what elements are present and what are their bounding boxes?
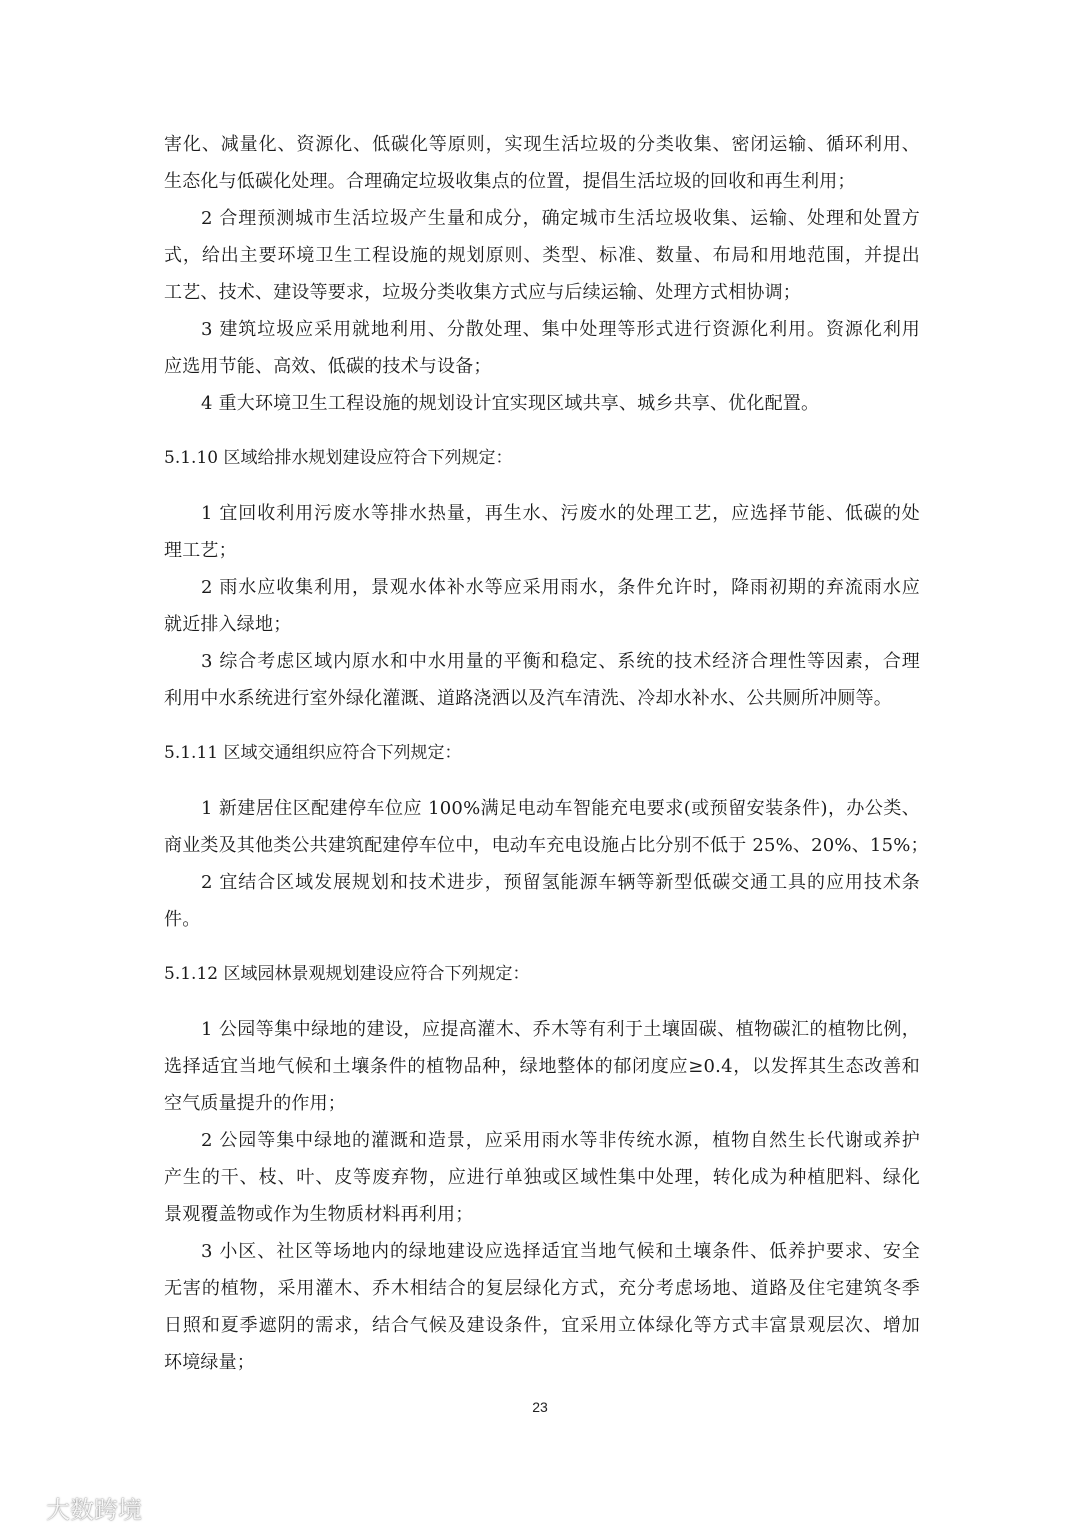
weibo-logo-icon: [10, 1495, 40, 1521]
text-line: 4 重大环境卫生工程设施的规划设计宜实现区域共享、城乡共享、优化配置。: [201, 393, 820, 414]
page-body: [164, 126, 929, 1381]
clause-heading: 5.1.12 区域园林景观规划建设应符合下列规定：: [164, 964, 530, 984]
list-item: [164, 790, 929, 864]
text-line: 1 宜回收利用污废水等排水热量，再生水、污废水的处理工艺，应选择节能、低碳的处: [201, 503, 920, 524]
text-line: 景观覆盖物或作为生物质材料再利用；: [164, 1204, 474, 1225]
list-item: [164, 311, 920, 385]
text-line: 工艺、技术、建设等要求，垃圾分类收集方式应与后续运输、处理方式相协调；: [164, 282, 801, 303]
list-item: [164, 1122, 920, 1233]
text-line: 生态化与低碳化处理。合理确定垃圾收集点的位置，提倡生活垃圾的回收和再生利用；: [164, 171, 856, 192]
list-item: [164, 495, 920, 569]
text-line: 2 宜结合区域发展规划和技术进步，预留氢能源车辆等新型低碳交通工具的应用技术条: [201, 872, 920, 893]
text-line: 式，给出主要环境卫生工程设施的规划原则、类型、标准、数量、布局和用地范围，并提出: [164, 245, 920, 266]
text-line: 件。: [164, 909, 201, 930]
text-line: 选择适宜当地气候和土壤条件的植物品种，绿地整体的郁闭度应≥0.4，以发挥其生态改善和: [164, 1056, 920, 1077]
text-line: 2 合理预测城市生活垃圾产生量和成分，确定城市生活垃圾收集、运输、处理和处置方: [201, 208, 920, 229]
list-item: [164, 385, 920, 422]
list-item: [164, 864, 920, 938]
text-line: 商业类及其他类公共建筑配建停车位中，电动车充电设施占比分别不低于 25%、20%、15%；: [164, 835, 929, 856]
text-line: 3 综合考虑区域内原水和中水用量的平衡和稳定、系统的技术经济合理性等因素，合理: [201, 651, 920, 672]
text-line: 应选用节能、高效、低碳的技术与设备；: [164, 356, 492, 377]
text-line: 1 公园等集中绿地的建设，应提高灌木、乔木等有利于土壤固碳、植物碳汇的植物比例，: [201, 1019, 920, 1040]
text-line: 2 公园等集中绿地的灌溉和造景，应采用雨水等非传统水源，植物自然生长代谢或养护: [201, 1130, 920, 1151]
list-item: [164, 1233, 920, 1381]
clause-heading: 5.1.10 区域给排水规划建设应符合下列规定：: [164, 448, 513, 468]
list-item: [164, 1011, 920, 1122]
watermark: [10, 1490, 142, 1525]
text-line: 害化、减量化、资源化、低碳化等原则，实现生活垃圾的分类收集、密闭运输、循环利用、: [164, 134, 920, 155]
text-line: 利用中水系统进行室外绿化灌溉、道路浇洒以及汽车清洗、冷却水补水、公共厕所冲厕等。: [164, 688, 892, 709]
text-line: 空气质量提升的作用；: [164, 1093, 346, 1114]
text-line: 日照和夏季遮阴的需求，结合气候及建设条件，宜采用立体绿化等方式丰富景观层次、增加: [164, 1315, 920, 1336]
list-item: [164, 643, 920, 717]
text-line: 就近排入绿地；: [164, 614, 292, 635]
text-line: 2 雨水应收集利用，景观水体补水等应采用雨水，条件允许时，降雨初期的弃流雨水应: [201, 577, 920, 598]
text-line: 3 建筑垃圾应采用就地利用、分散处理、集中处理等形式进行资源化利用。资源化利用: [201, 319, 920, 340]
list-item: [164, 200, 920, 311]
watermark-text: 大数跨境: [46, 1496, 142, 1524]
text-line: 3 小区、社区等场地内的绿地建设应选择适宜当地气候和土壤条件、低养护要求、安全: [201, 1241, 920, 1262]
paragraph: [164, 126, 920, 200]
clause-heading: 5.1.11 区域交通组织应符合下列规定：: [164, 743, 462, 763]
text-line: 产生的干、枝、叶、皮等废弃物，应进行单独或区域性集中处理，转化成为种植肥料、绿化: [164, 1167, 920, 1188]
text-line: 理工艺；: [164, 540, 237, 561]
text-line: 环境绿量；: [164, 1352, 255, 1373]
page-number: 23: [532, 1399, 548, 1415]
text-line: 1 新建居住区配建停车位应 100%满足电动车智能充电要求(或预留安装条件)，办公类、: [201, 798, 920, 819]
text-line: 无害的植物，采用灌木、乔木相结合的复层绿化方式，充分考虑场地、道路及住宅建筑冬季: [164, 1278, 920, 1299]
list-item: [164, 569, 920, 643]
